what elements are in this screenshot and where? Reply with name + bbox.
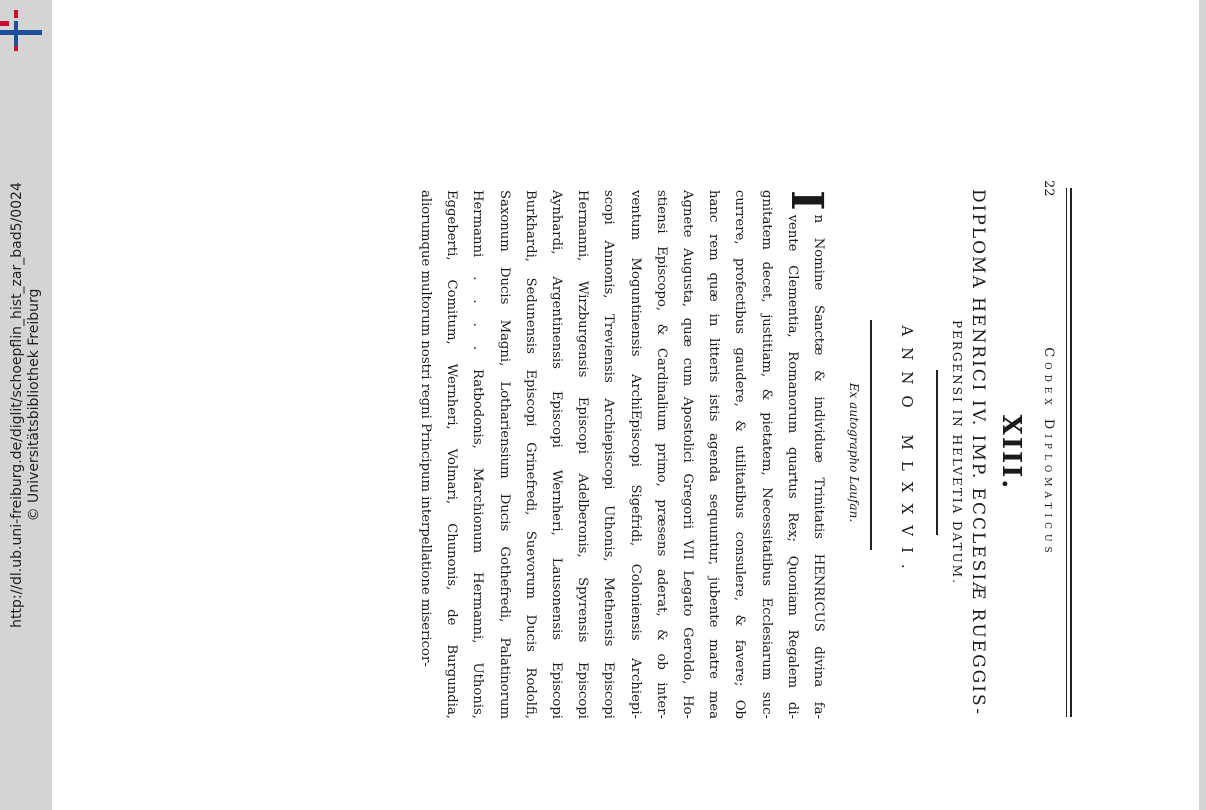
- page-number: 22: [1041, 180, 1056, 197]
- scanned-page: [306, 180, 1056, 725]
- year-rule: [870, 320, 872, 550]
- text-line: currere, profectibus gaudere, & utilitatibus consulere, & favere; Ob: [732, 190, 748, 719]
- title-rule: [936, 370, 938, 535]
- text-line: Saxonum Ducis Magni, Lothariensium Ducis Gothefredi, Palatinorum: [496, 190, 512, 719]
- right-edge-bar: [1199, 0, 1206, 810]
- text-line: Hermanni . . . . Ratbodonis, Marchionum Hermanni, Uthonis,: [470, 190, 486, 719]
- text-line: Aynhardi, Argentinensis Episcopi Wernheri, Lausonensis Episcopi: [548, 190, 564, 719]
- document-body: [412, 190, 831, 719]
- text-line: Agnete Augusta, quæ cum Apostolici Gregorii VII Legato Geroldo, Ho-: [679, 190, 695, 719]
- source-note: Ex autographo Laufan.: [847, 382, 861, 523]
- document-title-line2: PERGENSI IN HELVETIA DATUM.: [950, 320, 964, 585]
- running-head-title: Codex Diplomaticus: [1041, 347, 1056, 558]
- text-line: n Nomine Sanctæ & individuæ Trinitatis HENRICUS divina fa-: [811, 214, 826, 719]
- text-line: Burkhardi, Sedunensis Episcopi Grinefredi, Suevorum Ducis Rodolfi,: [522, 190, 538, 719]
- running-head: [1034, 180, 1056, 725]
- double-rule: [1066, 188, 1072, 717]
- text-line: vente Clementia, Romanorum quartus Rex; Quoniam Regalem di-: [784, 214, 800, 719]
- document-title-line1: DIPLOMA HENRICI IV. IMP. ECCLESIÆ RUEGGIS-: [968, 189, 988, 716]
- text-line: ventum Moguntinensis ArchiEpiscopi Sigefridi, Coloniensis Archiepi-: [627, 190, 643, 719]
- text-line: gnitatem decet, justitiam, & pietatem, Necessitatibus Ecclesiarum suc-: [758, 190, 774, 719]
- document-numeral: XIII.: [996, 414, 1026, 491]
- text-line: hanc rem quæ in litteris istis agenda sequuntur, jubente matre mea: [706, 190, 722, 719]
- text-line: Eggeberti, Comitum, Wernheri, Volmari, Chunonis, de Burgundia,: [444, 190, 460, 719]
- copyright-notice: © Universitätsbibliothek Freiburg: [26, 288, 42, 522]
- document-url[interactable]: http://dl.ub.uni-freiburg.de/diglit/schoepflin_hist_zar_bad5/0024: [9, 182, 25, 628]
- document-year: ANNO MLXXVI.: [898, 325, 916, 580]
- sidebar-caption: [9, 0, 43, 810]
- text-line: stiensi Episcopo, & Cardinalium primo, præsens aderat, & ob inter-: [653, 190, 669, 719]
- viewer-sidebar: [0, 0, 52, 810]
- drop-capital: I: [781, 190, 832, 211]
- text-line: Hermanni, Wirzburgensis Episcopi Adelberonis, Spyrensis Episcopi: [575, 190, 591, 719]
- text-line: aliorumque multorum nostri regni Principum interpellatione misericor-: [417, 190, 433, 667]
- text-line: scopi Annonis, Treviensis Archiepiscopi Uthonis, Methensis Episcopi: [601, 190, 617, 719]
